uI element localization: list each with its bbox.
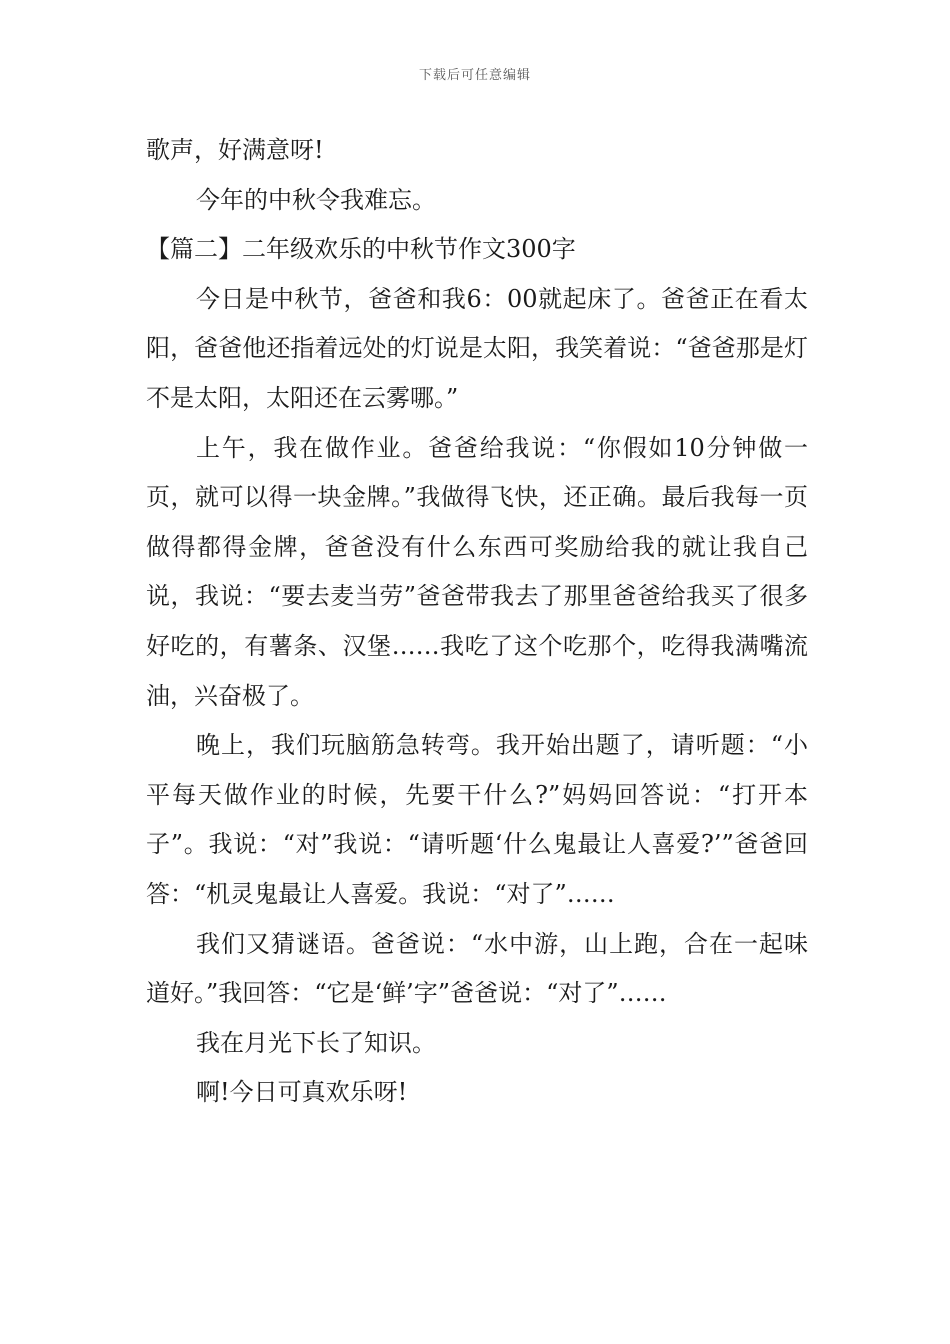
paragraph-5: 晚上，我们玩脑筋急转弯。我开始出题了，请听题：“小平每天做作业的时候，先要干什么?”妈妈回答说：“打开本子”。我说：“对”我说：“请听题‘什么鬼最让人喜爱?’”爸爸回答：“机灵鬼最让人喜爱。我说：“对了”……: [146, 731, 808, 908]
paragraph-3: 今日是中秋节，爸爸和我6：00就起床了。爸爸正在看太阳，爸爸他还指着远处的灯说是太阳，我笑着说：“爸爸那是灯不是太阳，太阳还在云雾哪。”: [146, 284, 808, 412]
document-body: [146, 126, 808, 1118]
paragraph-2: 今年的中秋令我难忘。: [196, 185, 436, 214]
section-heading: 【篇二】二年级欢乐的中秋节作文300字: [146, 235, 576, 264]
paragraph-1: 歌声，好满意呀!: [146, 136, 324, 164]
paragraph-8: 啊!今日可真欢乐呀!: [196, 1078, 408, 1107]
paragraph-4: 上午，我在做作业。爸爸给我说：“你假如10分钟做一页，就可以得一块金牌。”我做得飞快，还正确。最后我每一页做得都得金牌，爸爸没有什么东西可奖励给我的就让我自己说，我说：“要去麦当劳”爸爸带我去了那里爸爸给我买了很多好吃的，有薯条、汉堡……我吃了这个吃那个，吃得我满嘴流油，兴奋极了。: [146, 433, 808, 710]
paragraph-7: 我在月光下长了知识。: [196, 1028, 436, 1057]
paragraph-6: 我们又猜谜语。爸爸说：“水中游，山上跑，合在一起味道好。”我回答：“它是‘鲜’字”爸爸说：“对了”……: [146, 929, 808, 1008]
page-header: 下载后可任意编辑: [418, 68, 531, 83]
